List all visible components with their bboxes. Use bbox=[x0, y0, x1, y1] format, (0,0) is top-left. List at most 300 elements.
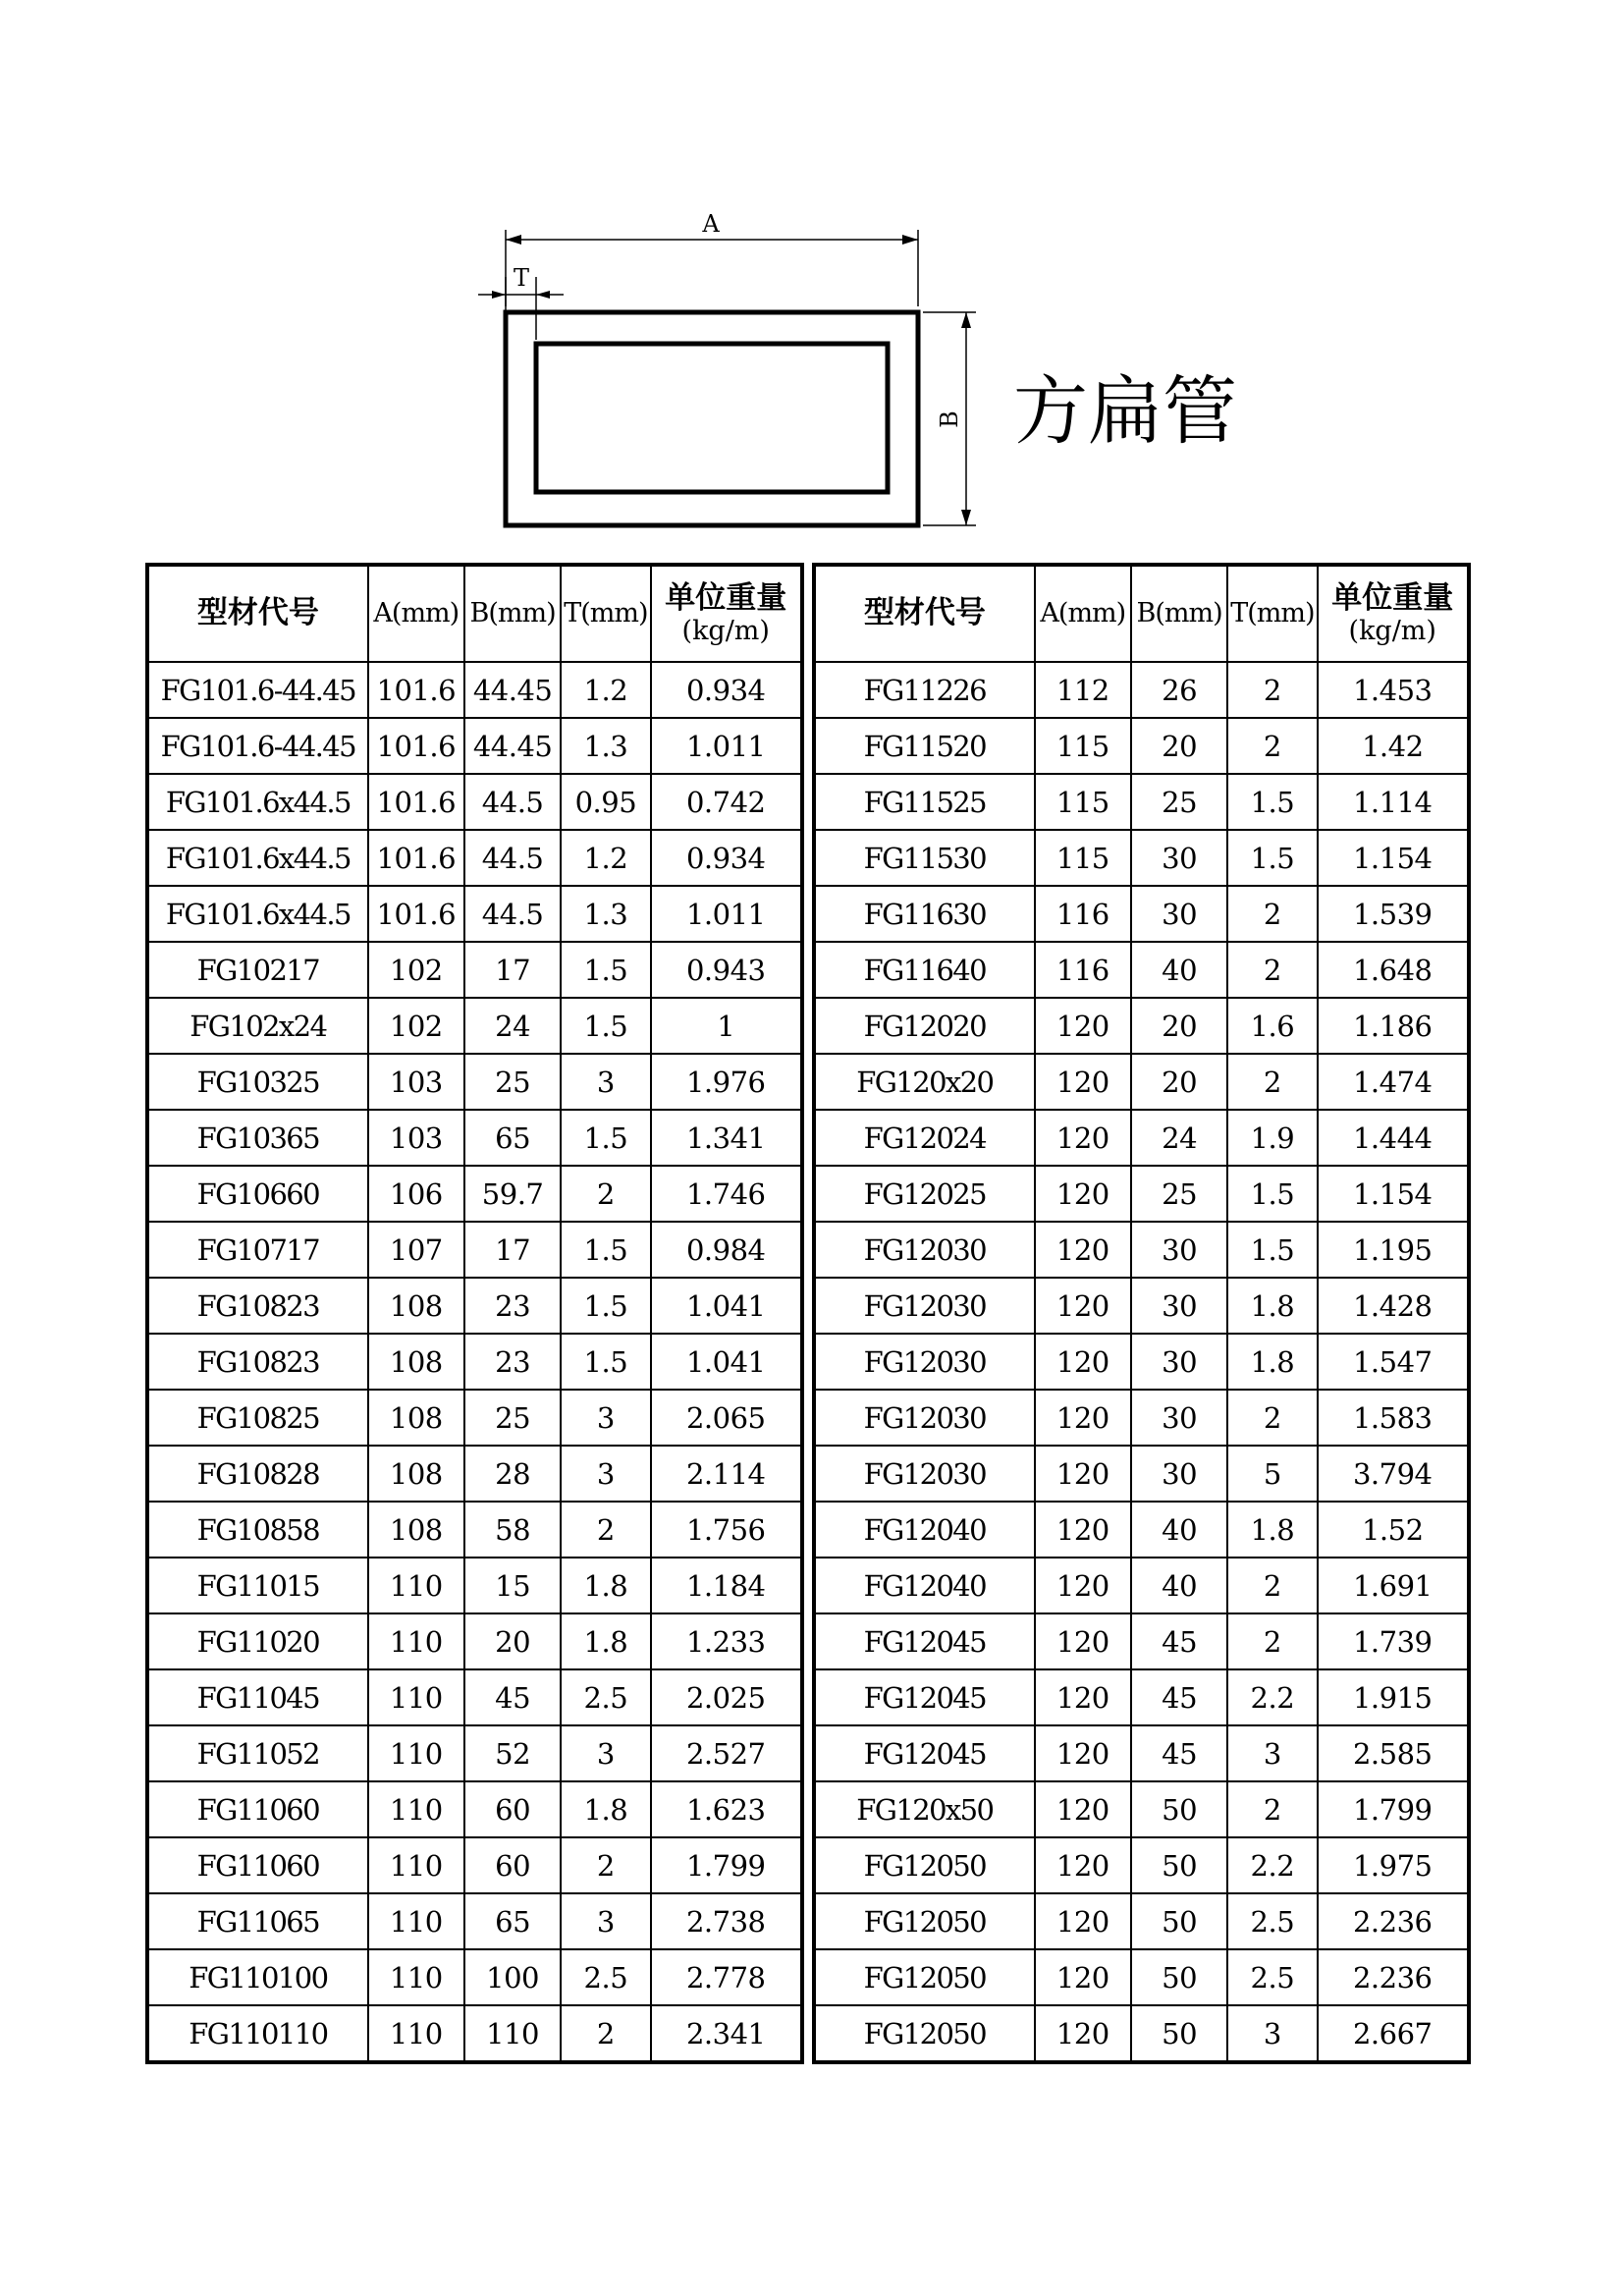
cell-weight: 2.114 bbox=[651, 1446, 803, 1502]
table-row bbox=[147, 1949, 802, 2005]
cell-weight: 3.794 bbox=[1318, 1446, 1470, 1502]
table-row bbox=[814, 1054, 1469, 1110]
table-row bbox=[147, 1054, 802, 1110]
cell-weight: 1.184 bbox=[651, 1558, 803, 1613]
cell-code: FG11530 bbox=[814, 830, 1035, 886]
cell-t: 2 bbox=[1227, 1558, 1317, 1613]
cell-b: 20 bbox=[1131, 998, 1227, 1054]
cell-code: FG101.6x44.5 bbox=[147, 886, 368, 942]
cell-code: FG11020 bbox=[147, 1613, 368, 1669]
cell-weight: 0.934 bbox=[651, 830, 803, 886]
header-weight bbox=[1318, 565, 1470, 662]
cell-b: 28 bbox=[464, 1446, 561, 1502]
cell-t: 2 bbox=[1227, 1054, 1317, 1110]
cell-a: 120 bbox=[1035, 998, 1131, 1054]
cell-t: 1.5 bbox=[561, 1278, 650, 1334]
cell-code: FG12030 bbox=[814, 1222, 1035, 1278]
cell-b: 23 bbox=[464, 1334, 561, 1390]
cell-code: FG12045 bbox=[814, 1669, 1035, 1725]
cell-t: 1.2 bbox=[561, 662, 650, 718]
cell-t: 2 bbox=[1227, 718, 1317, 774]
cell-b: 25 bbox=[1131, 774, 1227, 830]
table-row bbox=[147, 1390, 802, 1446]
cell-a: 110 bbox=[368, 1837, 464, 1893]
cell-b: 44.5 bbox=[464, 830, 561, 886]
cell-weight: 2.585 bbox=[1318, 1725, 1470, 1781]
cell-b: 50 bbox=[1131, 1781, 1227, 1837]
cell-code: FG12040 bbox=[814, 1502, 1035, 1558]
cell-t: 1.8 bbox=[561, 1558, 650, 1613]
table-row bbox=[814, 1725, 1469, 1781]
cell-weight: 1.739 bbox=[1318, 1613, 1470, 1669]
cell-a: 120 bbox=[1035, 1949, 1131, 2005]
cell-b: 40 bbox=[1131, 942, 1227, 998]
cell-code: FG12050 bbox=[814, 2005, 1035, 2062]
header-t: T(mm) bbox=[561, 565, 650, 662]
cell-code: FG101.6-44.45 bbox=[147, 718, 368, 774]
header-a: A(mm) bbox=[368, 565, 464, 662]
cell-weight: 1.474 bbox=[1318, 1054, 1470, 1110]
cell-weight: 1.154 bbox=[1318, 830, 1470, 886]
cell-b: 40 bbox=[1131, 1502, 1227, 1558]
cell-code: FG11226 bbox=[814, 662, 1035, 718]
cell-weight: 1.691 bbox=[1318, 1558, 1470, 1613]
cell-b: 30 bbox=[1131, 1390, 1227, 1446]
header-b: B(mm) bbox=[1131, 565, 1227, 662]
cell-weight: 2.667 bbox=[1318, 2005, 1470, 2062]
cell-b: 44.45 bbox=[464, 718, 561, 774]
cell-code: FG110110 bbox=[147, 2005, 368, 2062]
cell-a: 116 bbox=[1035, 886, 1131, 942]
cell-a: 110 bbox=[368, 1613, 464, 1669]
cell-weight: 1.041 bbox=[651, 1278, 803, 1334]
cell-t: 1.5 bbox=[561, 1222, 650, 1278]
header-weight-label: 单位重量 bbox=[665, 579, 787, 616]
cell-t: 2 bbox=[1227, 942, 1317, 998]
cell-code: FG11045 bbox=[147, 1669, 368, 1725]
cell-b: 44.45 bbox=[464, 662, 561, 718]
label-t: T bbox=[513, 264, 530, 292]
cell-t: 1.2 bbox=[561, 830, 650, 886]
cell-a: 101.6 bbox=[368, 662, 464, 718]
table-row bbox=[814, 1334, 1469, 1390]
cell-weight: 0.934 bbox=[651, 662, 803, 718]
table-row bbox=[814, 886, 1469, 942]
cell-t: 1.8 bbox=[1227, 1334, 1317, 1390]
cell-b: 30 bbox=[1131, 1278, 1227, 1334]
cell-t: 1.8 bbox=[561, 1781, 650, 1837]
cell-b: 30 bbox=[1131, 1446, 1227, 1502]
table-row bbox=[814, 998, 1469, 1054]
table-row bbox=[814, 1446, 1469, 1502]
table-row bbox=[814, 1949, 1469, 2005]
table-row bbox=[147, 830, 802, 886]
cell-a: 110 bbox=[368, 1949, 464, 2005]
cell-t: 1.9 bbox=[1227, 1110, 1317, 1166]
table-row bbox=[147, 1613, 802, 1669]
cell-a: 120 bbox=[1035, 1222, 1131, 1278]
cell-weight: 1.114 bbox=[1318, 774, 1470, 830]
cell-a: 110 bbox=[368, 1725, 464, 1781]
cell-weight: 2.236 bbox=[1318, 1949, 1470, 2005]
cell-weight: 1 bbox=[651, 998, 803, 1054]
cell-b: 17 bbox=[464, 942, 561, 998]
cell-weight: 2.778 bbox=[651, 1949, 803, 2005]
header-b: B(mm) bbox=[464, 565, 561, 662]
cell-weight: 1.976 bbox=[651, 1054, 803, 1110]
cell-code: FG12024 bbox=[814, 1110, 1035, 1166]
cell-weight: 1.453 bbox=[1318, 662, 1470, 718]
cell-code: FG12040 bbox=[814, 1558, 1035, 1613]
cell-weight: 1.547 bbox=[1318, 1334, 1470, 1390]
cell-t: 1.8 bbox=[1227, 1502, 1317, 1558]
cell-b: 60 bbox=[464, 1837, 561, 1893]
cell-code: FG10717 bbox=[147, 1222, 368, 1278]
table-row bbox=[814, 1893, 1469, 1949]
header-weight bbox=[651, 565, 803, 662]
cell-b: 23 bbox=[464, 1278, 561, 1334]
table-header-row bbox=[147, 565, 802, 662]
cell-b: 25 bbox=[464, 1054, 561, 1110]
label-b: B bbox=[936, 410, 963, 428]
cell-b: 30 bbox=[1131, 1334, 1227, 1390]
cell-code: FG12050 bbox=[814, 1949, 1035, 2005]
cell-b: 50 bbox=[1131, 1949, 1227, 2005]
cell-b: 44.5 bbox=[464, 774, 561, 830]
cell-a: 120 bbox=[1035, 2005, 1131, 2062]
cell-weight: 1.195 bbox=[1318, 1222, 1470, 1278]
cell-a: 108 bbox=[368, 1390, 464, 1446]
cell-t: 3 bbox=[561, 1054, 650, 1110]
header-code: 型材代号 bbox=[147, 565, 368, 662]
table-row bbox=[814, 942, 1469, 998]
cell-a: 107 bbox=[368, 1222, 464, 1278]
cell-b: 40 bbox=[1131, 1558, 1227, 1613]
cell-b: 60 bbox=[464, 1781, 561, 1837]
cell-weight: 0.943 bbox=[651, 942, 803, 998]
cell-t: 2 bbox=[1227, 1613, 1317, 1669]
cell-code: FG120x50 bbox=[814, 1781, 1035, 1837]
cell-a: 101.6 bbox=[368, 886, 464, 942]
cell-code: FG10858 bbox=[147, 1502, 368, 1558]
table-row bbox=[147, 1669, 802, 1725]
cell-code: FG11060 bbox=[147, 1837, 368, 1893]
cell-t: 2.2 bbox=[1227, 1669, 1317, 1725]
cell-code: FG11630 bbox=[814, 886, 1035, 942]
cell-weight: 1.799 bbox=[1318, 1781, 1470, 1837]
cell-b: 50 bbox=[1131, 1893, 1227, 1949]
cell-t: 1.5 bbox=[1227, 774, 1317, 830]
table-row bbox=[147, 662, 802, 718]
table-row bbox=[814, 1110, 1469, 1166]
cell-a: 115 bbox=[1035, 830, 1131, 886]
cell-t: 1.5 bbox=[1227, 830, 1317, 886]
cell-code: FG10823 bbox=[147, 1278, 368, 1334]
cell-a: 120 bbox=[1035, 1613, 1131, 1669]
cell-t: 2.5 bbox=[1227, 1949, 1317, 2005]
cell-weight: 2.738 bbox=[651, 1893, 803, 1949]
cell-weight: 2.025 bbox=[651, 1669, 803, 1725]
table-row bbox=[814, 1502, 1469, 1558]
cell-a: 120 bbox=[1035, 1669, 1131, 1725]
cell-a: 120 bbox=[1035, 1725, 1131, 1781]
cell-weight: 1.915 bbox=[1318, 1669, 1470, 1725]
cell-a: 120 bbox=[1035, 1110, 1131, 1166]
cell-t: 1.5 bbox=[561, 998, 650, 1054]
cell-code: FG12030 bbox=[814, 1446, 1035, 1502]
table-row bbox=[147, 886, 802, 942]
cell-code: FG110100 bbox=[147, 1949, 368, 2005]
cell-weight: 1.444 bbox=[1318, 1110, 1470, 1166]
label-a: A bbox=[702, 210, 720, 238]
cell-t: 2 bbox=[1227, 662, 1317, 718]
cell-t: 2.5 bbox=[1227, 1893, 1317, 1949]
table-row bbox=[147, 1446, 802, 1502]
cell-b: 100 bbox=[464, 1949, 561, 2005]
table-row bbox=[814, 662, 1469, 718]
cell-b: 17 bbox=[464, 1222, 561, 1278]
spec-table-left bbox=[145, 563, 804, 2064]
cell-b: 30 bbox=[1131, 1222, 1227, 1278]
table-row bbox=[147, 718, 802, 774]
cell-b: 50 bbox=[1131, 2005, 1227, 2062]
table-row bbox=[147, 1725, 802, 1781]
cell-t: 3 bbox=[561, 1390, 650, 1446]
cell-t: 1.6 bbox=[1227, 998, 1317, 1054]
table-row bbox=[814, 1613, 1469, 1669]
cell-t: 1.5 bbox=[561, 942, 650, 998]
cell-code: FG11052 bbox=[147, 1725, 368, 1781]
cell-b: 45 bbox=[464, 1669, 561, 1725]
cell-t: 2 bbox=[561, 1837, 650, 1893]
cell-weight: 1.975 bbox=[1318, 1837, 1470, 1893]
cell-t: 1.3 bbox=[561, 718, 650, 774]
cell-b: 20 bbox=[1131, 1054, 1227, 1110]
cell-code: FG12045 bbox=[814, 1725, 1035, 1781]
cell-code: FG10217 bbox=[147, 942, 368, 998]
cell-t: 1.8 bbox=[1227, 1278, 1317, 1334]
cell-b: 24 bbox=[464, 998, 561, 1054]
cell-a: 120 bbox=[1035, 1837, 1131, 1893]
table-row bbox=[147, 1558, 802, 1613]
cell-weight: 2.065 bbox=[651, 1390, 803, 1446]
cell-a: 101.6 bbox=[368, 774, 464, 830]
table-row bbox=[147, 1110, 802, 1166]
cell-a: 120 bbox=[1035, 1390, 1131, 1446]
cell-a: 120 bbox=[1035, 1893, 1131, 1949]
cell-t: 1.5 bbox=[1227, 1222, 1317, 1278]
cell-a: 101.6 bbox=[368, 718, 464, 774]
cell-code: FG10660 bbox=[147, 1166, 368, 1222]
cell-code: FG101.6x44.5 bbox=[147, 774, 368, 830]
cell-b: 52 bbox=[464, 1725, 561, 1781]
cell-t: 2 bbox=[561, 1166, 650, 1222]
cell-a: 108 bbox=[368, 1446, 464, 1502]
cell-code: FG10825 bbox=[147, 1390, 368, 1446]
cell-b: 20 bbox=[464, 1613, 561, 1669]
table-row bbox=[814, 1837, 1469, 1893]
table-row bbox=[147, 2005, 802, 2062]
cell-a: 108 bbox=[368, 1334, 464, 1390]
cell-a: 103 bbox=[368, 1054, 464, 1110]
cell-t: 2 bbox=[1227, 886, 1317, 942]
table-row bbox=[147, 1893, 802, 1949]
table-row bbox=[814, 2005, 1469, 2062]
cell-b: 24 bbox=[1131, 1110, 1227, 1166]
cell-b: 30 bbox=[1131, 886, 1227, 942]
cell-a: 120 bbox=[1035, 1278, 1131, 1334]
cell-b: 110 bbox=[464, 2005, 561, 2062]
table-row bbox=[814, 1669, 1469, 1725]
table-row bbox=[814, 1166, 1469, 1222]
header-t: T(mm) bbox=[1227, 565, 1317, 662]
tube-cross-section-diagram bbox=[0, 0, 1623, 550]
cell-t: 1.5 bbox=[1227, 1166, 1317, 1222]
cell-code: FG12030 bbox=[814, 1278, 1035, 1334]
table-row bbox=[147, 1166, 802, 1222]
cell-b: 59.7 bbox=[464, 1166, 561, 1222]
cell-a: 108 bbox=[368, 1278, 464, 1334]
cell-t: 3 bbox=[561, 1893, 650, 1949]
table-row bbox=[147, 1781, 802, 1837]
table-row bbox=[147, 1837, 802, 1893]
cell-t: 1.5 bbox=[561, 1334, 650, 1390]
table-header-row bbox=[814, 565, 1469, 662]
cell-weight: 1.746 bbox=[651, 1166, 803, 1222]
cell-code: FG11060 bbox=[147, 1781, 368, 1837]
cell-weight: 1.011 bbox=[651, 886, 803, 942]
cell-a: 110 bbox=[368, 1558, 464, 1613]
table-row bbox=[814, 1558, 1469, 1613]
diagram-title: 方扁管 bbox=[1013, 367, 1237, 455]
cell-t: 2.5 bbox=[561, 1949, 650, 2005]
cell-weight: 1.756 bbox=[651, 1502, 803, 1558]
cell-t: 1.3 bbox=[561, 886, 650, 942]
table-row bbox=[147, 1278, 802, 1334]
cell-weight: 1.539 bbox=[1318, 886, 1470, 942]
cell-code: FG10325 bbox=[147, 1054, 368, 1110]
cell-weight: 0.742 bbox=[651, 774, 803, 830]
header-weight-unit: (kg/m) bbox=[681, 616, 770, 647]
cell-code: FG11065 bbox=[147, 1893, 368, 1949]
cell-weight: 1.341 bbox=[651, 1110, 803, 1166]
header-a: A(mm) bbox=[1035, 565, 1131, 662]
cell-a: 102 bbox=[368, 942, 464, 998]
cell-a: 110 bbox=[368, 2005, 464, 2062]
cell-a: 120 bbox=[1035, 1446, 1131, 1502]
cell-weight: 1.799 bbox=[651, 1837, 803, 1893]
table-row bbox=[147, 774, 802, 830]
table-row bbox=[814, 1781, 1469, 1837]
cell-b: 65 bbox=[464, 1110, 561, 1166]
cell-t: 1.5 bbox=[561, 1110, 650, 1166]
cell-code: FG101.6x44.5 bbox=[147, 830, 368, 886]
cell-t: 3 bbox=[561, 1446, 650, 1502]
cell-t: 2.5 bbox=[561, 1669, 650, 1725]
cell-code: FG12030 bbox=[814, 1334, 1035, 1390]
cell-b: 45 bbox=[1131, 1669, 1227, 1725]
cell-code: FG101.6-44.45 bbox=[147, 662, 368, 718]
table-row bbox=[814, 1222, 1469, 1278]
cell-a: 108 bbox=[368, 1502, 464, 1558]
cell-b: 15 bbox=[464, 1558, 561, 1613]
cell-code: FG11525 bbox=[814, 774, 1035, 830]
cell-weight: 2.236 bbox=[1318, 1893, 1470, 1949]
table-row bbox=[814, 1390, 1469, 1446]
table-row bbox=[814, 830, 1469, 886]
cell-a: 106 bbox=[368, 1166, 464, 1222]
cell-weight: 2.341 bbox=[651, 2005, 803, 2062]
cell-code: FG12020 bbox=[814, 998, 1035, 1054]
cell-a: 101.6 bbox=[368, 830, 464, 886]
cell-a: 110 bbox=[368, 1893, 464, 1949]
cell-weight: 1.648 bbox=[1318, 942, 1470, 998]
cell-code: FG10365 bbox=[147, 1110, 368, 1166]
cell-code: FG11640 bbox=[814, 942, 1035, 998]
cell-b: 44.5 bbox=[464, 886, 561, 942]
cell-b: 45 bbox=[1131, 1613, 1227, 1669]
table-row bbox=[814, 1278, 1469, 1334]
cell-b: 30 bbox=[1131, 830, 1227, 886]
cell-t: 2 bbox=[561, 1502, 650, 1558]
cell-weight: 0.984 bbox=[651, 1222, 803, 1278]
cell-t: 5 bbox=[1227, 1446, 1317, 1502]
cell-b: 65 bbox=[464, 1893, 561, 1949]
cell-code: FG12025 bbox=[814, 1166, 1035, 1222]
table-row bbox=[814, 718, 1469, 774]
table-row bbox=[147, 1334, 802, 1390]
cell-t: 1.8 bbox=[561, 1613, 650, 1669]
cell-code: FG10823 bbox=[147, 1334, 368, 1390]
cell-a: 120 bbox=[1035, 1781, 1131, 1837]
cell-weight: 1.154 bbox=[1318, 1166, 1470, 1222]
header-code: 型材代号 bbox=[814, 565, 1035, 662]
table-row bbox=[147, 1222, 802, 1278]
cell-weight: 1.186 bbox=[1318, 998, 1470, 1054]
cell-weight: 1.041 bbox=[651, 1334, 803, 1390]
cell-a: 120 bbox=[1035, 1334, 1131, 1390]
cell-b: 25 bbox=[1131, 1166, 1227, 1222]
cell-t: 2 bbox=[1227, 1781, 1317, 1837]
cell-a: 115 bbox=[1035, 774, 1131, 830]
spec-table-right bbox=[812, 563, 1471, 2064]
header-weight-label: 单位重量 bbox=[1331, 579, 1454, 616]
cell-weight: 1.623 bbox=[651, 1781, 803, 1837]
cell-t: 2 bbox=[561, 2005, 650, 2062]
cell-code: FG102x24 bbox=[147, 998, 368, 1054]
cell-a: 112 bbox=[1035, 662, 1131, 718]
cell-t: 3 bbox=[1227, 2005, 1317, 2062]
cell-b: 50 bbox=[1131, 1837, 1227, 1893]
cell-b: 45 bbox=[1131, 1725, 1227, 1781]
cell-t: 3 bbox=[561, 1725, 650, 1781]
table-row bbox=[814, 774, 1469, 830]
cell-b: 20 bbox=[1131, 718, 1227, 774]
cell-weight: 2.527 bbox=[651, 1725, 803, 1781]
cell-code: FG12030 bbox=[814, 1390, 1035, 1446]
cell-b: 26 bbox=[1131, 662, 1227, 718]
cell-code: FG10828 bbox=[147, 1446, 368, 1502]
cell-weight: 1.42 bbox=[1318, 718, 1470, 774]
cell-a: 103 bbox=[368, 1110, 464, 1166]
cell-a: 120 bbox=[1035, 1558, 1131, 1613]
cell-t: 2.2 bbox=[1227, 1837, 1317, 1893]
inner-profile bbox=[536, 344, 888, 492]
cell-weight: 1.233 bbox=[651, 1613, 803, 1669]
cell-a: 110 bbox=[368, 1781, 464, 1837]
table-row bbox=[147, 942, 802, 998]
cell-code: FG120x20 bbox=[814, 1054, 1035, 1110]
